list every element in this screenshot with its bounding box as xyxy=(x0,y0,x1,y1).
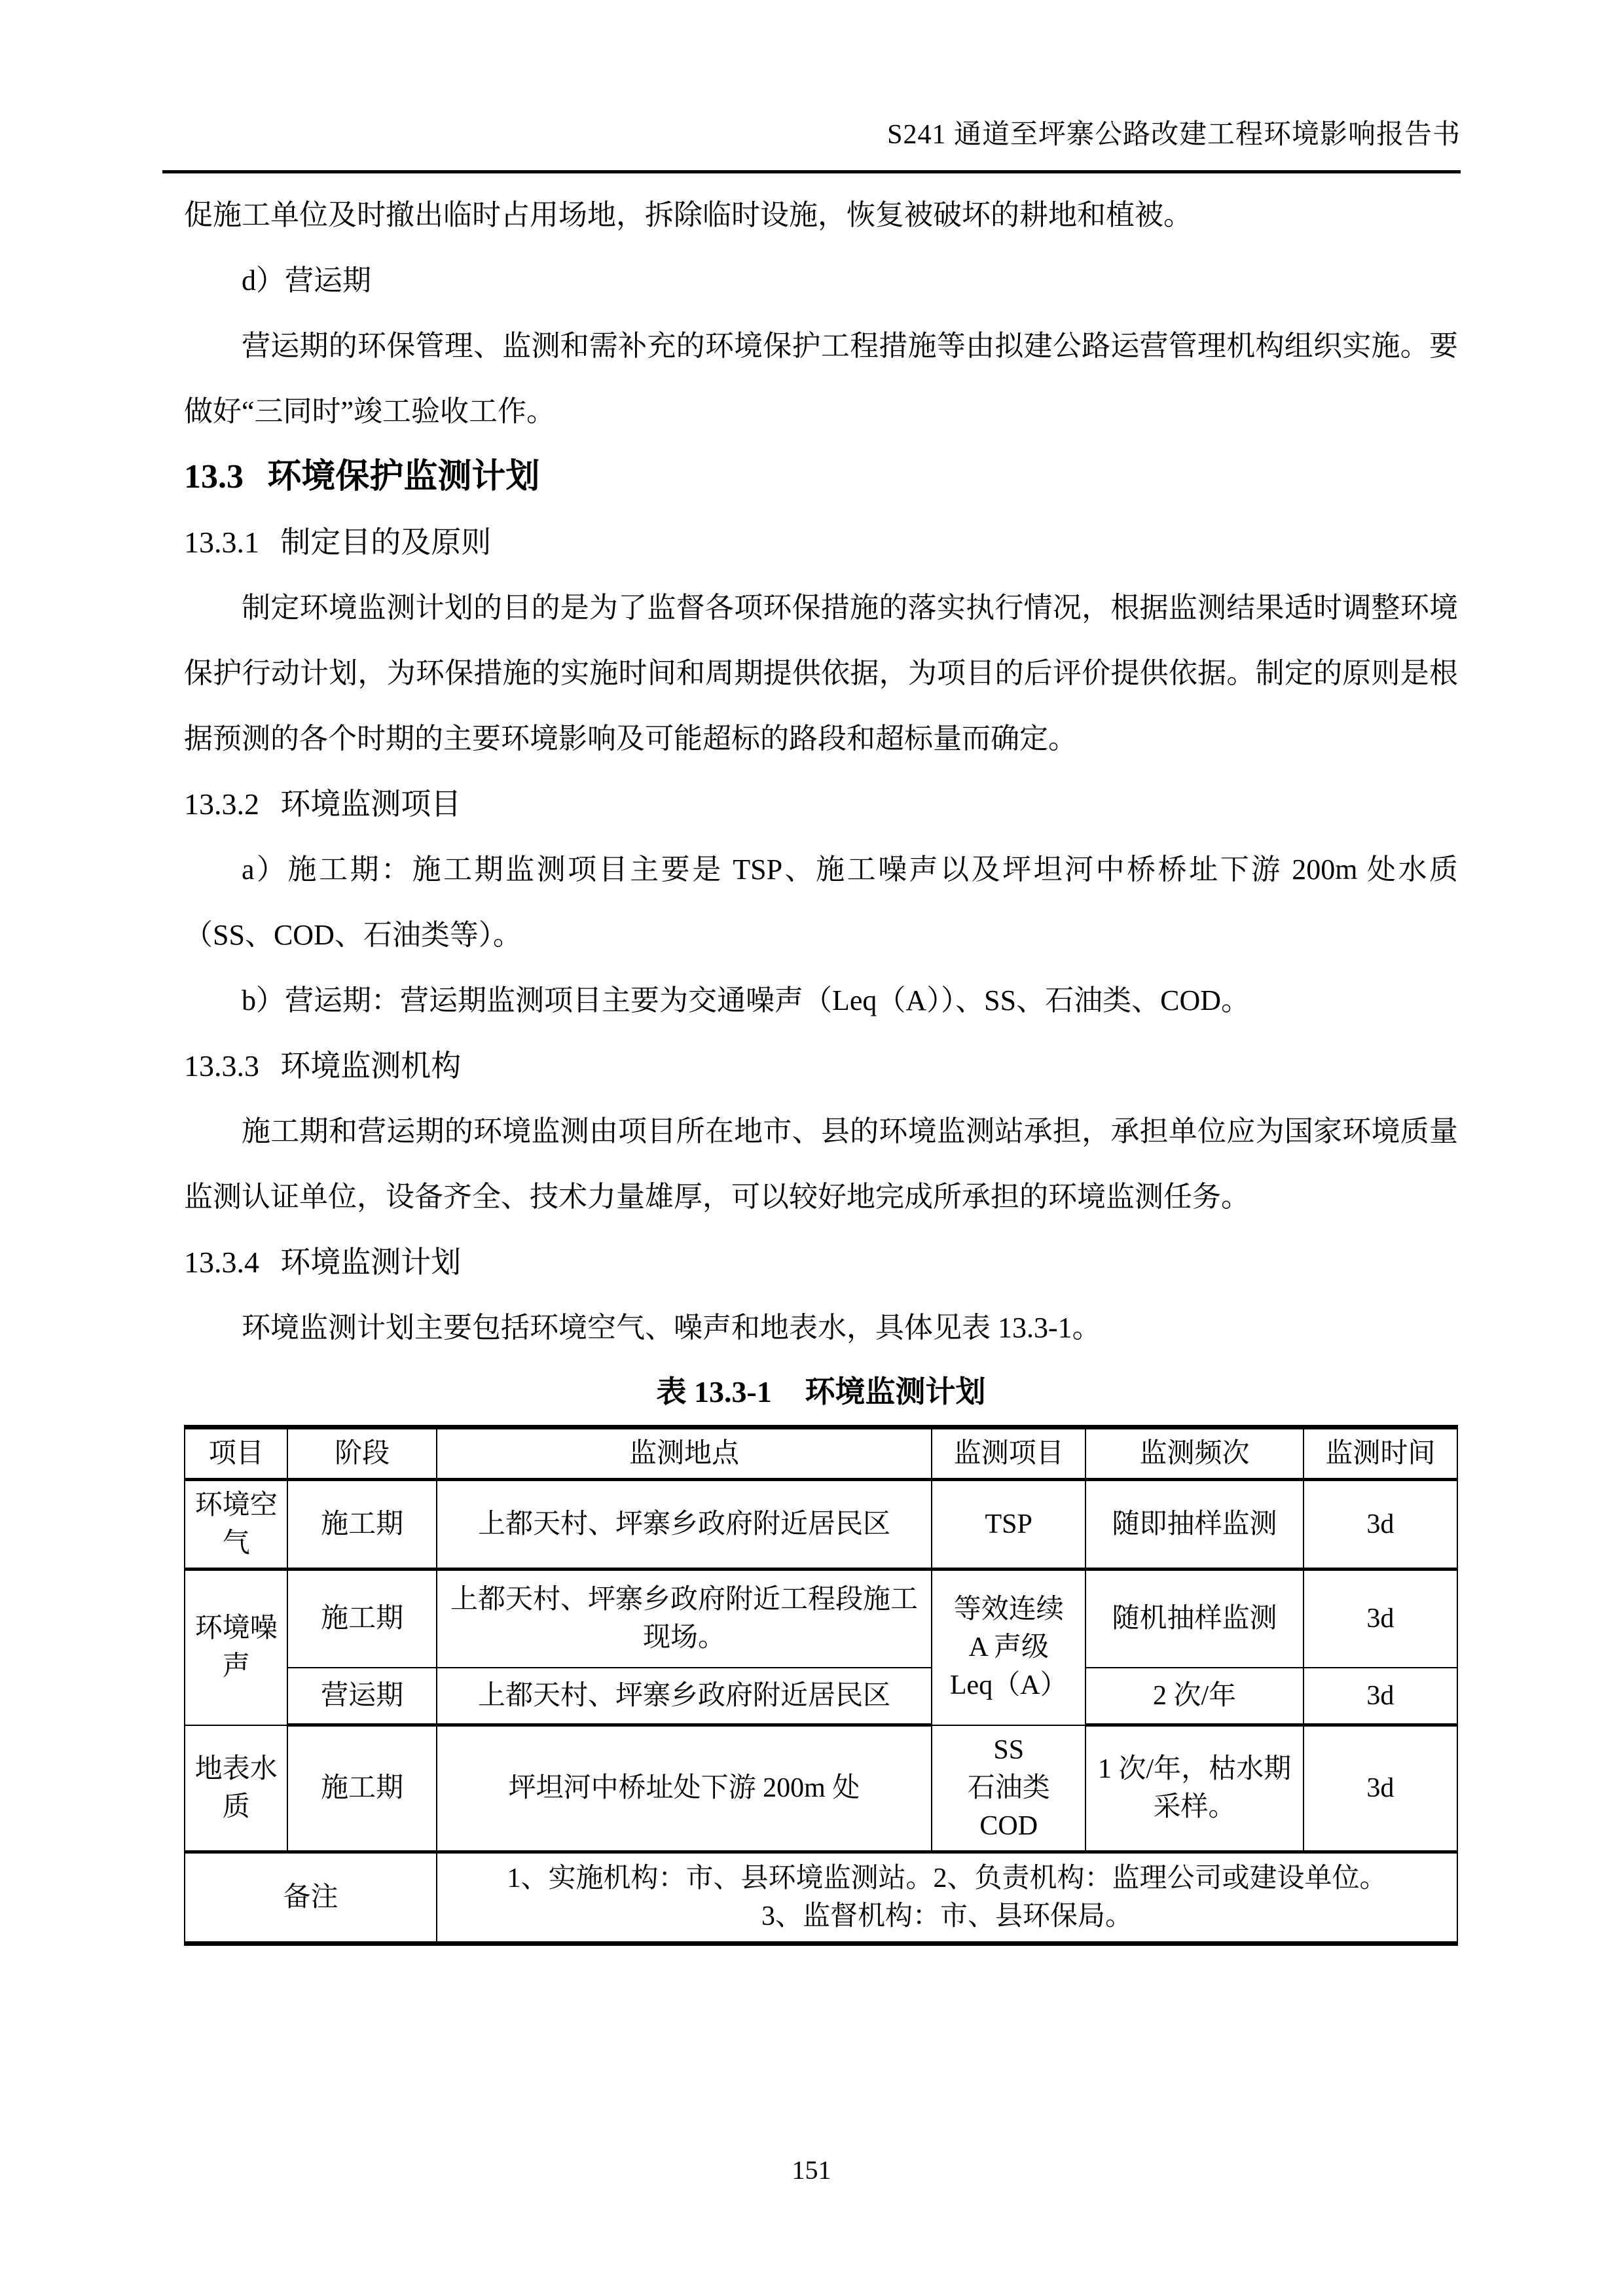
remark-line1: 1、实施机构：市、县环境监测站。2、负责机构：监理公司或建设单位。 xyxy=(507,1863,1387,1893)
noise-project-line1: 等效连续 xyxy=(953,1594,1064,1625)
cell-noise-operation-frequency: 2 次/年 xyxy=(1085,1668,1303,1725)
header-item: 项目 xyxy=(185,1427,287,1480)
section-title: 环境监测项目 xyxy=(280,787,462,821)
section-heading-13-3 xyxy=(184,444,1458,510)
cell-noise-operation-stage: 营运期 xyxy=(287,1668,436,1725)
cell-noise-project xyxy=(932,1570,1085,1725)
cell-remark-label: 备注 xyxy=(185,1852,437,1943)
water-project-line2: 石油类 xyxy=(967,1772,1050,1803)
cell-noise-operation-time: 3d xyxy=(1304,1668,1457,1725)
cell-air-item: 环境空气 xyxy=(185,1480,287,1570)
section-heading-13-3-3 xyxy=(184,1033,1458,1099)
cell-water-frequency: 1 次/年，枯水期采样。 xyxy=(1085,1725,1303,1852)
cell-water-item: 地表水质 xyxy=(185,1725,287,1852)
cell-air-frequency: 随即抽样监测 xyxy=(1085,1480,1303,1570)
header-stage: 阶段 xyxy=(287,1427,436,1480)
monitoring-plan-table xyxy=(184,1425,1458,1946)
cell-noise-operation-location: 上都天村、坪寨乡政府附近居民区 xyxy=(437,1668,932,1725)
cell-air-time: 3d xyxy=(1304,1480,1457,1570)
table-caption xyxy=(184,1361,1458,1424)
cell-noise-construction-time: 3d xyxy=(1304,1570,1457,1668)
cell-noise-item: 环境噪声 xyxy=(185,1570,287,1725)
cell-remark-content xyxy=(437,1852,1457,1943)
remark-line2: 3、监督机构：市、县环保局。 xyxy=(761,1901,1133,1931)
paragraph-purpose: 制定环境监测计划的目的是为了监督各项环保措施的落实执行情况，根据监测结果适时调整环境保护行动计划，为环保措施的实施时间和周期提供依据，为项目的后评价提供依据。制定的原则是根据预测的各个时期的主要环境影响及可能超标的路段和超标量而确定。 xyxy=(184,592,1458,755)
table-row-air xyxy=(185,1480,1457,1570)
page-footer xyxy=(0,2155,1623,2185)
page-number: 151 xyxy=(792,2155,831,2185)
section-number: 13.3.4 xyxy=(184,1246,259,1279)
water-project-line3: COD xyxy=(979,1810,1038,1841)
header-project: 监测项目 xyxy=(932,1427,1085,1480)
paragraph-operation-period: 营运期的环保管理、监测和需补充的环境保护工程措施等由拟建公路运营管理机构组织实施。要做好“三同时”竣工验收工作。 xyxy=(184,330,1458,427)
table-row-surface-water xyxy=(185,1725,1457,1852)
cell-noise-construction-frequency: 随机抽样监测 xyxy=(1085,1570,1303,1668)
table-header-row xyxy=(185,1427,1457,1480)
page-header xyxy=(162,0,1461,173)
table-caption-name: 环境监测计划 xyxy=(805,1375,986,1408)
paragraph-plan-overview: 环境监测计划主要包括环境空气、噪声和地表水，具体见表 13.3-1。 xyxy=(242,1312,1101,1344)
section-title: 环境监测计划 xyxy=(280,1246,462,1279)
section-title: 环境监测机构 xyxy=(280,1049,462,1083)
table-caption-label: 表 13.3-1 xyxy=(656,1375,772,1408)
noise-project-line3: Leq（A） xyxy=(949,1670,1068,1701)
document-body xyxy=(184,183,1458,1946)
cell-noise-construction-location: 上都天村、坪寨乡政府附近工程段施工现场。 xyxy=(437,1570,932,1668)
section-title: 制定目的及原则 xyxy=(280,526,492,559)
section-number: 13.3.2 xyxy=(184,787,259,821)
cell-water-project xyxy=(932,1725,1085,1852)
noise-project-line2: A 声级 xyxy=(968,1632,1049,1663)
cell-water-stage: 施工期 xyxy=(287,1725,436,1852)
section-title: 环境保护监测计划 xyxy=(267,458,540,495)
table-row-noise-operation xyxy=(185,1668,1457,1725)
section-heading-13-3-4 xyxy=(184,1230,1458,1295)
list-item-d: d）营运期 xyxy=(242,264,371,296)
cell-air-location: 上都天村、坪寨乡政府附近居民区 xyxy=(437,1480,932,1570)
header-frequency: 监测频次 xyxy=(1085,1427,1303,1480)
cell-water-location: 坪坦河中桥址处下游 200m 处 xyxy=(437,1725,932,1852)
header-divider xyxy=(162,170,1461,173)
table-row-remark xyxy=(185,1852,1457,1943)
paragraph-item-a: a）施工期：施工期监测项目主要是 TSP、施工噪声以及坪坦河中桥桥址下游 200m 处水质（SS、COD、石油类等）。 xyxy=(184,853,1458,951)
section-number: 13.3 xyxy=(184,458,244,495)
table-row-noise-construction xyxy=(185,1570,1457,1668)
section-heading-13-3-2 xyxy=(184,772,1458,837)
section-heading-13-3-1 xyxy=(184,510,1458,575)
report-title: S241 通道至坪寨公路改建工程环境影响报告书 xyxy=(887,120,1461,150)
cell-air-stage: 施工期 xyxy=(287,1480,436,1570)
water-project-line1: SS xyxy=(993,1734,1025,1765)
cell-water-time: 3d xyxy=(1304,1725,1457,1852)
paragraph-resume: 促施工单位及时撤出临时占用场地，拆除临时设施，恢复被破坏的耕地和植被。 xyxy=(184,199,1192,231)
paragraph-item-b: b）营运期：营运期监测项目主要为交通噪声（Leq（A））、SS、石油类、COD。 xyxy=(242,984,1250,1016)
section-number: 13.3.3 xyxy=(184,1049,259,1083)
section-number: 13.3.1 xyxy=(184,526,259,559)
header-location: 监测地点 xyxy=(437,1427,932,1480)
cell-noise-construction-stage: 施工期 xyxy=(287,1570,436,1668)
cell-air-project: TSP xyxy=(932,1480,1085,1570)
header-time: 监测时间 xyxy=(1304,1427,1457,1480)
paragraph-agency: 施工期和营运期的环境监测由项目所在地市、县的环境监测站承担，承担单位应为国家环境质量监测认证单位，设备齐全、技术力量雄厚，可以较好地完成所承担的环境监测任务。 xyxy=(184,1115,1458,1213)
